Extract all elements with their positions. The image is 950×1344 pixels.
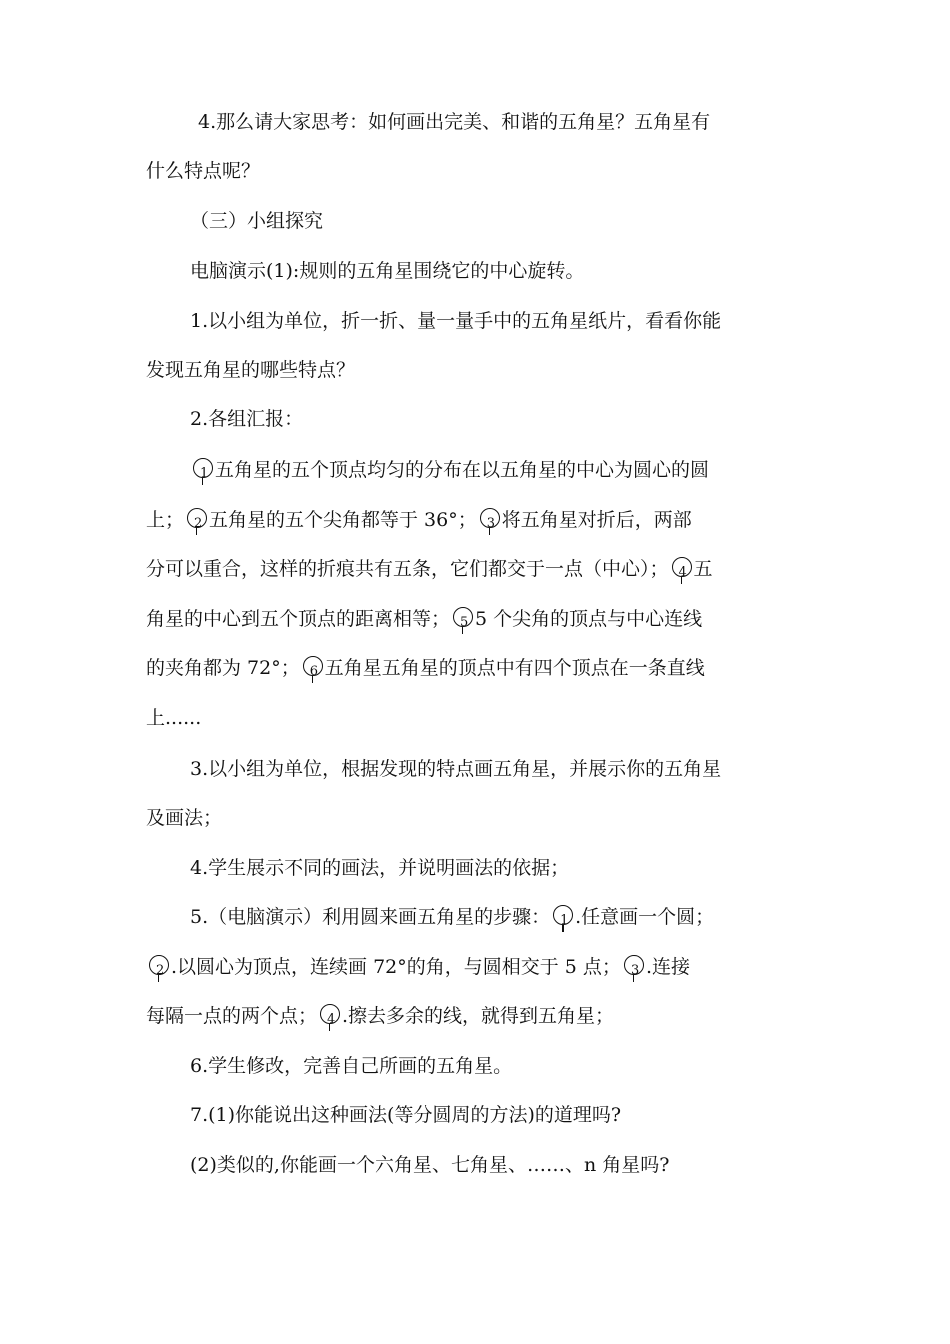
circled-number-marker: 1 <box>193 458 213 478</box>
section-heading: （三）小组探究 <box>190 210 324 232</box>
circled-number-marker: 2 <box>187 508 207 528</box>
paragraph-line: 发现五角星的哪些特点？ <box>146 359 356 381</box>
circled-number-marker: 1 <box>553 905 573 925</box>
paragraph-line: 1.以小组为单位，折一折、量一量手中的五角星纸片，看看你能 <box>190 310 722 332</box>
paragraph-line: 分可以重合，这样的折痕共有五条，它们都交于一点（中心）； 4 五 <box>146 557 713 581</box>
circled-number-marker: 4 <box>672 557 692 577</box>
paragraph-line: 及画法； <box>146 807 223 829</box>
paragraph-line: 上...... <box>146 707 202 729</box>
paragraph-line: 2 .以圆心为顶点，连续画 72°的角，与圆相交于 5 点； 3 .连接 <box>146 955 690 979</box>
paragraph-line: 2.各组汇报： <box>190 408 304 430</box>
circled-number-marker: 5 <box>453 607 473 627</box>
paragraph-line: 7.(1)你能说出这种画法(等分圆周的方法)的道理吗? <box>190 1104 622 1126</box>
paragraph-line: 1 五角星的五个顶点均匀的分布在以五角星的中心为圆心的圆 <box>190 458 709 482</box>
circled-number-marker: 2 <box>149 955 169 975</box>
paragraph-line: 上； 2 五角星的五个尖角都等于 36°； 3 将五角星对折后，两部 <box>146 508 692 532</box>
paragraph-line: 4.学生展示不同的画法，并说明画法的依据； <box>190 857 570 879</box>
paragraph-line: (2)类似的,你能画一个六角星、七角星、……、n 角星吗? <box>190 1154 670 1176</box>
paragraph-line: 每隔一点的两个点； 4 .擦去多余的线，就得到五角星； <box>146 1004 614 1028</box>
circled-number-marker: 4 <box>320 1004 340 1024</box>
circled-number-marker: 3 <box>480 508 500 528</box>
paragraph-line: 5.（电脑演示）利用圆来画五角星的步骤： 1 .任意画一个圆； <box>190 905 714 929</box>
paragraph-line: 的夹角都为 72°； 6 五角星五角星的顶点中有四个顶点在一条直线 <box>146 656 705 680</box>
paragraph-line: 4.那么请大家思考：如何画出完美、和谐的五角星？五角星有 <box>198 111 711 133</box>
circled-number-marker: 3 <box>624 955 644 975</box>
paragraph-line: 什么特点呢？ <box>146 160 261 182</box>
paragraph-line: 3.以小组为单位，根据发现的特点画五角星，并展示你的五角星 <box>190 758 722 780</box>
paragraph-line: 电脑演示(1):规则的五角星围绕它的中心旋转。 <box>190 260 585 282</box>
circled-number-marker: 6 <box>303 656 323 676</box>
paragraph-line: 6.学生修改，完善自己所画的五角星。 <box>190 1055 513 1077</box>
paragraph-line: 角星的中心到五个顶点的距离相等； 5 5 个尖角的顶点与中心连线 <box>146 607 702 631</box>
